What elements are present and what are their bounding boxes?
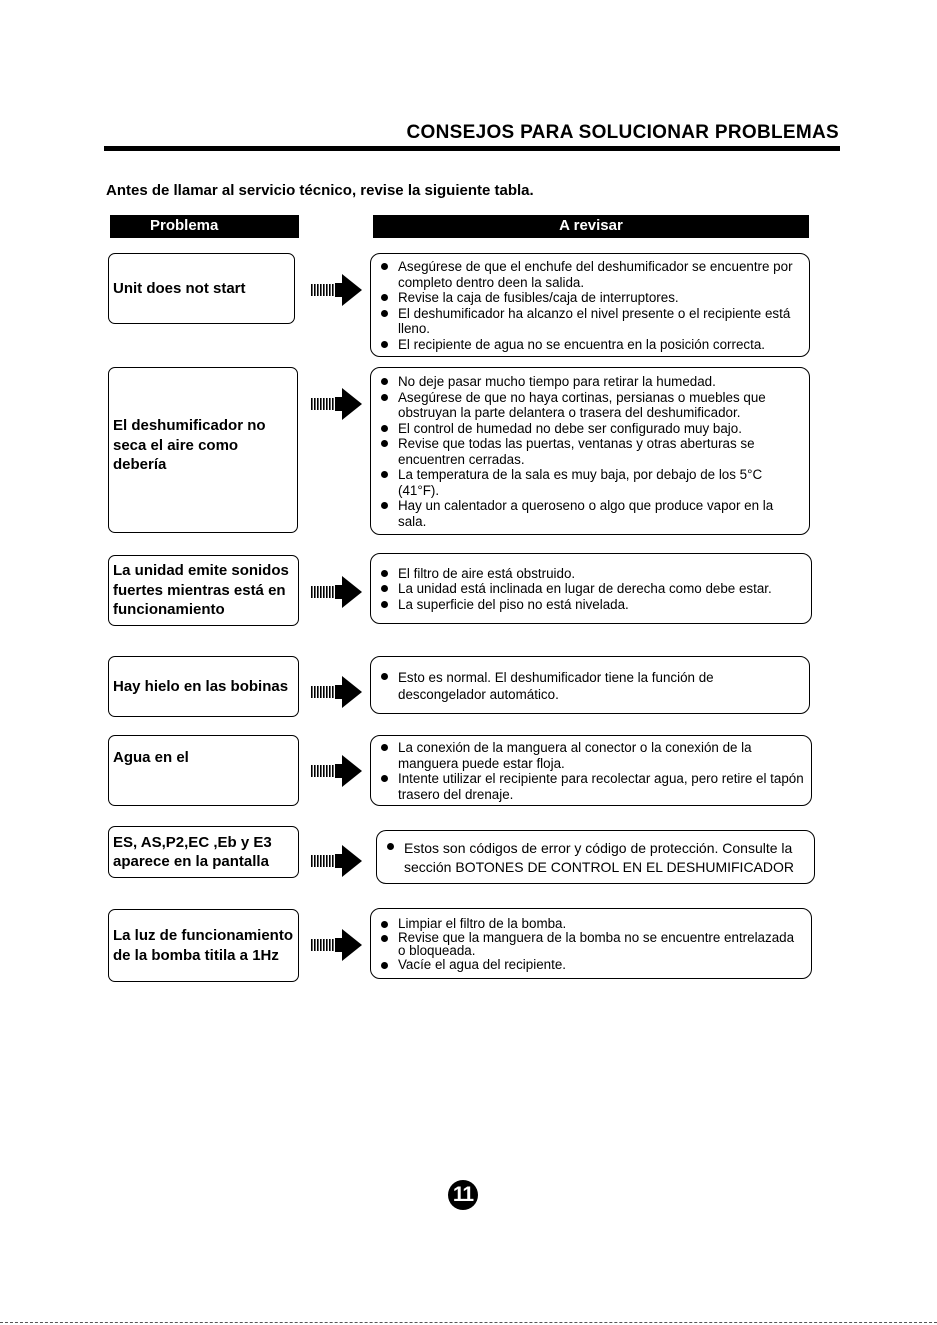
- check-item: Revise que la manguera de la bomba no se encuentre entrelazada o bloqueada.: [379, 931, 805, 958]
- problem-box: El deshumificador no seca el aire como debería: [108, 367, 298, 533]
- check-item: Esto es normal. El deshumificador tiene la función de descongelador automático.: [379, 669, 803, 703]
- title-rule: [104, 146, 840, 151]
- check-item: La temperatura de la sala es muy baja, por debajo de los 5°C (41°F).: [379, 467, 803, 498]
- check-item: El recipiente de agua no se encuentra en la posición correcta.: [379, 337, 803, 353]
- problem-box: La unidad emite sonidos fuertes mientras está en funcionamiento: [108, 555, 299, 626]
- check-box: [370, 735, 812, 806]
- arrow-right-icon: [309, 927, 365, 963]
- arrow-right-icon: [309, 574, 365, 610]
- check-item: Revise la caja de fusibles/caja de interruptores.: [379, 290, 803, 306]
- check-item: Revise que todas las puertas, ventanas y otras aberturas se encuentren cerradas.: [379, 436, 803, 467]
- arrow-right-icon: [309, 674, 365, 710]
- problem-box: Hay hielo en las bobinas: [108, 656, 299, 717]
- arrow-right-icon: [309, 753, 365, 789]
- check-item: No deje pasar mucho tiempo para retirar la humedad.: [379, 374, 803, 390]
- check-item: Estos son códigos de error y código de protección. Consulte la sección BOTONES DE CONTROL EN EL DESHUMIFICADOR: [385, 839, 808, 877]
- check-item: Asegúrese de que no haya cortinas, persianas o muebles que obstruyan la parte delantera o trasera del deshumificador.: [379, 390, 803, 421]
- arrow-right-icon: [309, 272, 365, 308]
- check-box: [370, 367, 810, 535]
- check-item: Vacíe el agua del recipiente.: [379, 958, 805, 972]
- check-item: El control de humedad no debe ser configurado muy bajo.: [379, 421, 803, 437]
- page-number-badge: 11: [448, 1180, 478, 1210]
- check-item: Hay un calentador a queroseno o algo que produce vapor en la sala.: [379, 498, 803, 529]
- page-edge-dashed-line: [0, 1322, 937, 1323]
- page-title: CONSEJOS PARA SOLUCIONAR PROBLEMAS: [406, 122, 839, 143]
- problem-box: La luz de funcionamiento de la bomba titila a 1Hz: [108, 909, 299, 982]
- check-item: Asegúrese de que el enchufe del deshumificador se encuentre por completo dentro deen la salida.: [379, 259, 803, 290]
- check-item: La unidad está inclinada en lugar de derecha como debe estar.: [379, 581, 805, 597]
- check-item: El filtro de aire está obstruido.: [379, 566, 805, 582]
- check-box: [370, 908, 812, 979]
- check-item: Intente utilizar el recipiente para recolectar agua, pero retire el tapón trasero del drenaje.: [379, 771, 805, 802]
- check-item: La superficie del piso no está nivelada.: [379, 597, 805, 613]
- problem-box: ES, AS,P2,EC ,Eb y E3 aparece en la pantalla: [108, 826, 299, 878]
- check-item: Limpiar el filtro de la bomba.: [379, 917, 805, 931]
- problem-column-header: Problema: [110, 215, 299, 238]
- check-box: [370, 553, 812, 624]
- problem-box: Agua en el: [108, 735, 299, 806]
- check-box: [370, 253, 810, 357]
- problem-box: Unit does not start: [108, 253, 295, 324]
- check-box: [370, 656, 810, 714]
- check-box: [376, 830, 815, 884]
- check-column-header: A revisar: [373, 215, 809, 238]
- check-item: El deshumificador ha alcanzo el nivel presente o el recipiente está lleno.: [379, 306, 803, 337]
- intro-text: Antes de llamar al servicio técnico, revise la siguiente tabla.: [106, 182, 534, 199]
- arrow-right-icon: [309, 843, 365, 879]
- check-item: La conexión de la manguera al conector o la conexión de la manguera puede estar floja.: [379, 740, 805, 771]
- arrow-right-icon: [309, 386, 365, 422]
